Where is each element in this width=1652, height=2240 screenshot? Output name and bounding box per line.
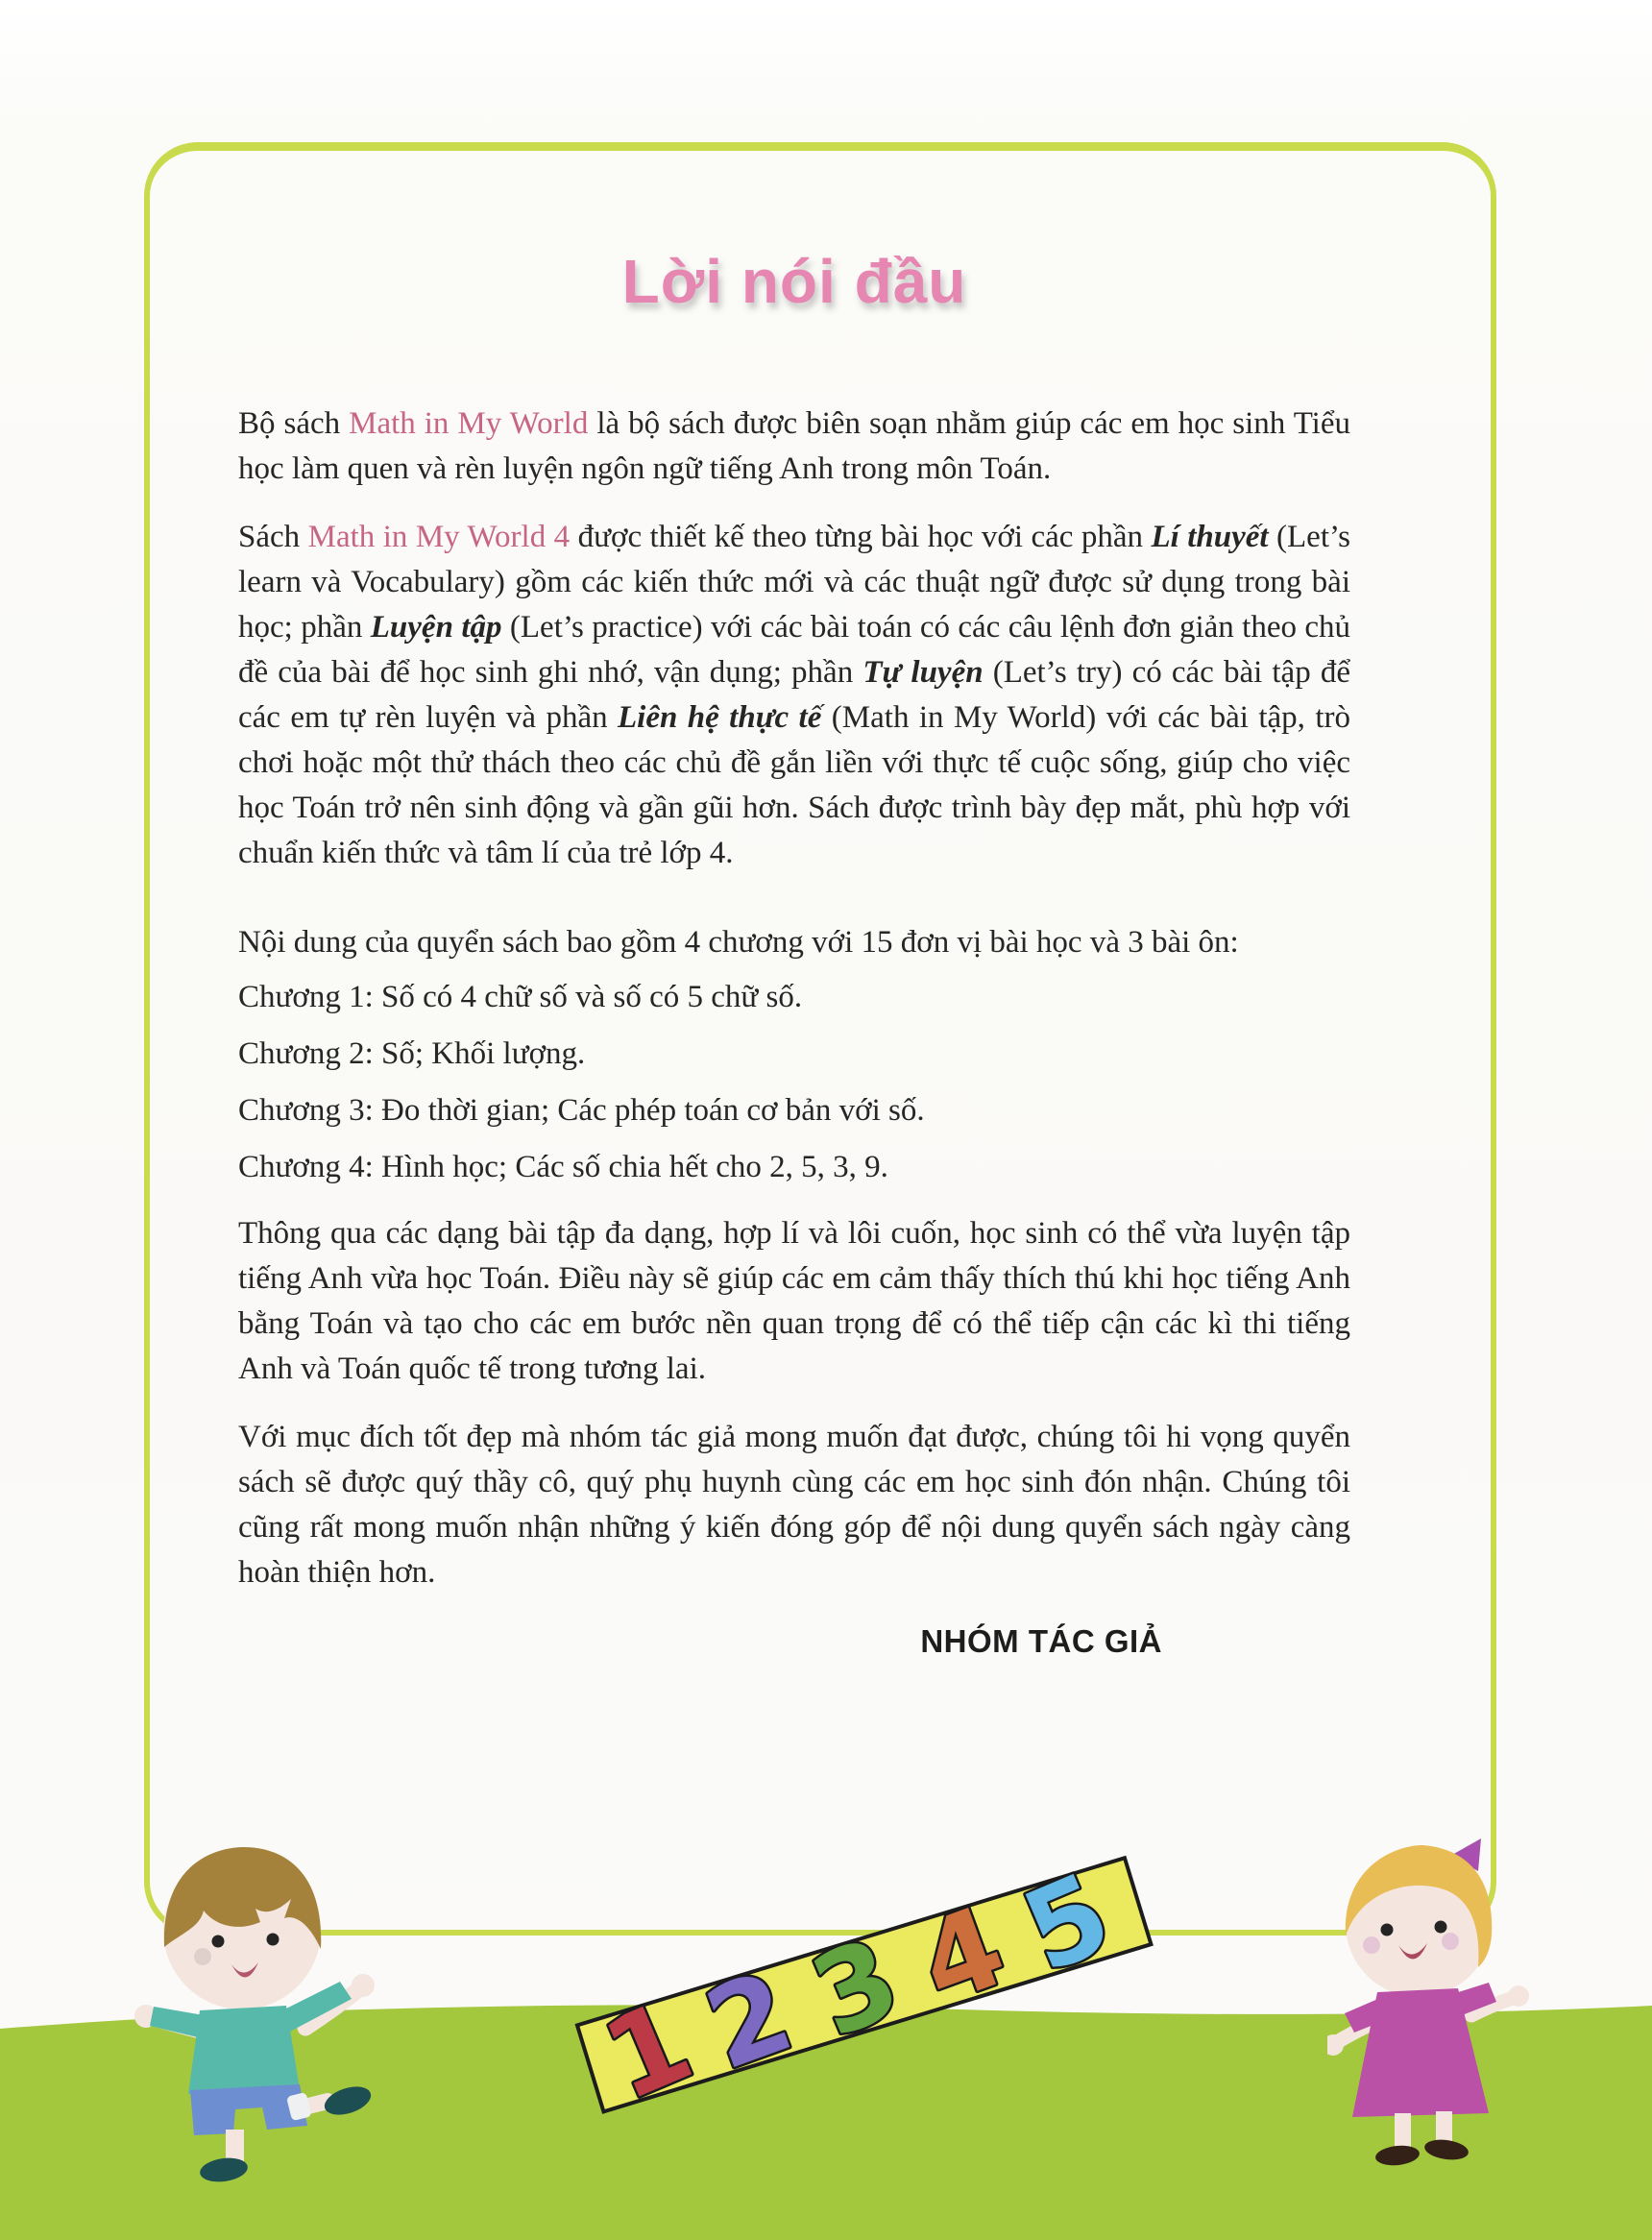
boy-shirt: [188, 2006, 300, 2094]
preface-paragraphs: [238, 402, 1350, 965]
chapter-list: [238, 975, 1350, 1190]
chapter-line: Chương 2: Số; Khối lượng.: [238, 1036, 586, 1071]
preface-paragraphs-2: [238, 1211, 1350, 1595]
page-title: Lời nói đầu: [621, 247, 967, 316]
paragraph: Với mục đích tốt đẹp mà nhóm tác giả mong muốn đạt được, chúng tôi hi vọng quyển sách sẽ được quý thầy cô, quý phụ huynh cùng các em học sinh đón nhận. Chúng tôi cũng rất mong muốn nhận những ý kiến đóng góp để nội dung quyển sách ngày càng hoàn thiện hơn.: [238, 1420, 1350, 1590]
chapter-line: Chương 4: Hình học; Các số chia hết cho 2, 5, 3, 9.: [238, 1150, 888, 1184]
boy-illustration: [134, 1820, 384, 2190]
numbers-banner-illustration: [552, 1839, 1215, 2176]
girl-illustration: [1327, 1833, 1531, 2177]
paragraph: Sách Math in My World 4 được thiết kế theo từng bài học với các phần Lí thuyết (Let’s learn và Vocabulary) gồm các kiến thức mới và các thuật ngữ được sử dụng trong bài học; phần Luyện tập (Let’s practice) với các bài toán có các câu lệnh đơn giản theo chủ đề của bài để học sinh ghi nhớ, vận dụng; phần Tự luyện (Let’s try) có các bài tập để các em tự rèn luyện và phần Liên hệ thực tế (Math in My World) với các bài tập, trò chơi hoặc một thử thách theo các chủ đề gắn liền với thực tế cuộc sống, giúp cho việc học Toán trở nên sinh động và gần gũi hơn. Sách được trình bày đẹp mắt, phù hợp với chuẩn kiến thức và tâm lí của trẻ lớp 4.: [238, 520, 1351, 870]
paragraph: Thông qua các dạng bài tập đa dạng, hợp lí và lôi cuốn, học sinh có thể vừa luyện tập tiếng Anh vừa học Toán. Điều này sẽ giúp các em cảm thấy thích thú khi học tiếng Anh bằng Toán và tạo cho các em bước nền quan trọng để có thể tiếp cận các kì thi tiếng Anh và Toán quốc tế trong tương lai.: [238, 1216, 1350, 1386]
preface-text: [238, 402, 1350, 1664]
girl-shoe: [1374, 2144, 1421, 2168]
digit-2: 2: [691, 1946, 809, 2096]
chapter-line: Chương 3: Đo thời gian; Các phép toán cơ bản với số.: [238, 1093, 925, 1128]
girl-hand: [1508, 1985, 1529, 2007]
girl-shoe: [1423, 2137, 1470, 2162]
boy-hand: [352, 1974, 375, 1997]
paragraph: Nội dung của quyển sách bao gồm 4 chương với 15 đơn vị bài học và 3 bài ôn:: [238, 925, 1239, 960]
paragraph: Bộ sách Math in My World là bộ sách được biên soạn nhằm giúp các em học sinh Tiểu học làm quen và rèn luyện ngôn ngữ tiếng Anh trong môn Toán.: [238, 406, 1351, 486]
digit-5: 5: [1006, 1848, 1129, 1999]
digit-3: 3: [794, 1912, 917, 2063]
digit-1: 1: [587, 1976, 710, 2127]
author-signature: NHÓM TÁC GIẢ: [920, 1623, 1162, 1659]
boy-shoe: [321, 2082, 375, 2120]
digit-4: 4: [903, 1882, 1021, 2031]
chapter-line: Chương 1: Số có 4 chữ số và số có 5 chữ số.: [238, 980, 803, 1014]
